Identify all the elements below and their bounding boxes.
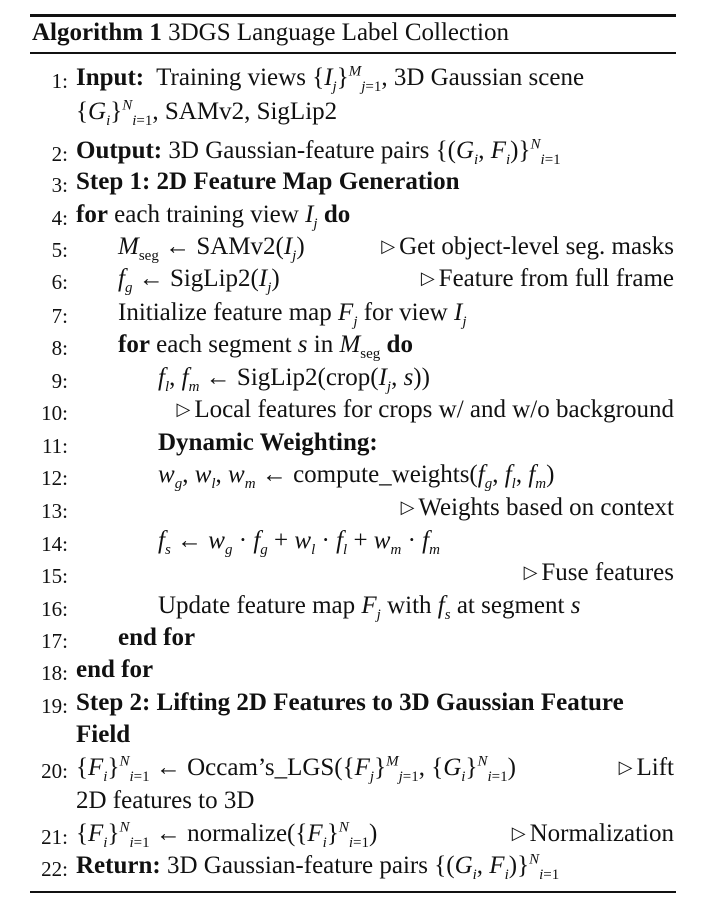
- line-number: 15:: [41, 564, 68, 588]
- comment-21: [512, 820, 674, 848]
- line-number: 7:: [51, 304, 68, 328]
- line-number: 6:: [51, 270, 68, 294]
- line-text: with: [387, 592, 432, 619]
- line-text: SigLip2(crop(: [236, 364, 379, 391]
- comment-text: Local features for crops w/ and w/o background: [194, 396, 674, 423]
- input-keyword: Input:: [76, 64, 145, 91]
- line-9: $f_l$, $f_m$ ← $SigLip2(crop(I_j$, s)): [158, 364, 430, 395]
- do-keyword: do: [323, 201, 351, 228]
- comment-text: Normalization: [529, 820, 674, 847]
- comment-triangle-icon: ▷: [523, 562, 538, 582]
- bottom-rule: [30, 891, 676, 893]
- line-number: 2:: [51, 142, 68, 166]
- comment-text: Feature from full frame: [438, 265, 674, 292]
- line-number: 4:: [51, 206, 68, 230]
- line-number: 12:: [41, 466, 68, 490]
- line-18: [76, 656, 153, 684]
- return-keyword: Return:: [76, 852, 161, 879]
- comment-triangle-icon: ▷: [176, 399, 191, 419]
- line-2: Output: 3D Gaussian-feature pairs {($G_i$, $F_i)\}^N_{i=1}$: [76, 136, 561, 168]
- line-20-continued: [76, 787, 254, 815]
- line-3: [76, 168, 460, 196]
- algorithm-name: 3DGS Language Label Collection: [168, 19, 509, 46]
- step-2-heading: Step 2: Lifting 2D Features to 3D Gaussian Feature: [76, 689, 624, 716]
- line-number: 11:: [41, 434, 68, 458]
- line-number: 20:: [41, 759, 68, 783]
- line-text: , SAMv2, SigLip2: [152, 98, 338, 125]
- line-number: 21:: [41, 825, 68, 849]
- line-19-continued: [76, 721, 130, 749]
- comment-6: [421, 265, 674, 293]
- line-text: normalize(: [187, 820, 296, 847]
- line-number: 22:: [41, 857, 68, 881]
- dynamic-weighting-heading: Dynamic Weighting:: [158, 429, 378, 456]
- comment-triangle-icon: ▷: [618, 757, 633, 777]
- step-2-heading-continued: Field: [76, 721, 131, 748]
- line-number: 10:: [41, 401, 68, 425]
- comment-13: [401, 494, 674, 522]
- do-keyword: do: [386, 331, 413, 358]
- comment-text: Lift: [636, 754, 674, 781]
- step-1-heading: Step 1: 2D Feature Map Generation: [76, 168, 460, 195]
- line-number: 8:: [51, 336, 68, 360]
- line-number: 16:: [41, 597, 68, 621]
- line-4: for each training view $I_j$ do: [76, 201, 351, 232]
- comment-triangle-icon: ▷: [381, 236, 396, 256]
- line-6: $f_g$ ← $SigLip2(I_j)$: [118, 265, 280, 296]
- line-number: 3:: [51, 173, 68, 197]
- comment-20: [619, 754, 674, 782]
- line-14: $f_s$ ← $w_g \cdot f_g + w_l \cdot f_l + w_m \cdot f_m$: [158, 527, 440, 558]
- line-text: in: [313, 331, 334, 358]
- line-12: $w_g$, $w_l$, $w_m$ ← $compute\_weights(f_g$, $f_l$, $f_m$): [158, 461, 555, 492]
- line-1-continued: $\{G_i\}^N_{i=1}$, SAMv2, SigLip2: [76, 97, 338, 129]
- line-text: Occam’s_LGS(: [187, 754, 343, 781]
- line-17: [118, 624, 195, 652]
- line-text: at segment: [456, 592, 565, 619]
- line-1: Input: Training views $\{I_j\}^M_{j=1}$, 3D Gaussian scene: [76, 63, 585, 95]
- line-number: 1:: [51, 69, 68, 93]
- line-text: Update feature map: [158, 592, 356, 619]
- end-for-keyword: end for: [76, 656, 154, 683]
- line-5: $M_{seg}$ ← $SAMv2(I_j)$: [118, 233, 305, 264]
- line-text: SigLip2(: [169, 265, 259, 292]
- line-number: 5:: [51, 238, 68, 262]
- line-text: each training view: [114, 201, 299, 228]
- line-19: [76, 689, 624, 717]
- line-text: 3D Gaussian-feature pairs: [168, 137, 430, 164]
- line-7: Initialize feature map $F_j$ for view $I_j$: [118, 299, 467, 330]
- comment-15: [524, 559, 674, 587]
- comment-5: [381, 233, 674, 261]
- comment-text: Fuse features: [541, 559, 674, 586]
- algorithm-label: Algorithm 1: [32, 19, 162, 46]
- for-keyword: for: [118, 331, 150, 358]
- comment-triangle-icon: ▷: [400, 497, 415, 517]
- line-8: for each segment s in $M_{seg}$ do: [118, 331, 413, 362]
- line-text: compute_weights(: [293, 461, 478, 488]
- line-text: Initialize feature map: [118, 299, 332, 326]
- line-21: $\{F_i\}^N_{i=1}$ ← $normalize(\{F_i\}^N_{i=1})$: [76, 819, 378, 851]
- line-text: Training views: [156, 64, 306, 91]
- line-number: 14:: [41, 532, 68, 556]
- line-20: $\{F_i\}^N_{i=1}$ ← $Occam’s\_LGS(\{F_j\}^M_{j=1}$, $\{G_i\}^N_{i=1}$): [76, 753, 516, 785]
- line-number: 17:: [41, 629, 68, 653]
- comment-triangle-icon: ▷: [420, 268, 435, 288]
- output-keyword: Output:: [76, 137, 163, 164]
- header-rule: [30, 52, 676, 54]
- line-16: Update feature map $F_j$ with $f_s$ at segment s: [158, 592, 581, 623]
- line-number: 19:: [41, 694, 68, 718]
- line-text: 3D Gaussian-feature pairs: [166, 852, 428, 879]
- line-22: Return: 3D Gaussian-feature pairs {($G_i$, $F_i)\}^N_{i=1}$: [76, 851, 560, 883]
- line-text: for view: [363, 299, 448, 326]
- comment-text: Weights based on context: [418, 494, 674, 521]
- line-text: 3D Gaussian scene: [393, 64, 585, 91]
- line-text: SAMv2(: [196, 233, 284, 260]
- end-for-keyword: end for: [118, 624, 196, 651]
- comment-text: Get object-level seg. masks: [399, 233, 674, 260]
- comment-10: [176, 396, 674, 424]
- line-number: 18:: [41, 661, 68, 685]
- for-keyword: for: [76, 201, 108, 228]
- line-11: [158, 429, 378, 457]
- algorithm-title: [32, 16, 509, 50]
- line-text: 2D features to 3D: [76, 787, 255, 814]
- line-number: 9:: [51, 369, 68, 393]
- line-number: 13:: [41, 499, 68, 523]
- comment-triangle-icon: ▷: [511, 823, 526, 843]
- line-text: each segment: [156, 331, 292, 358]
